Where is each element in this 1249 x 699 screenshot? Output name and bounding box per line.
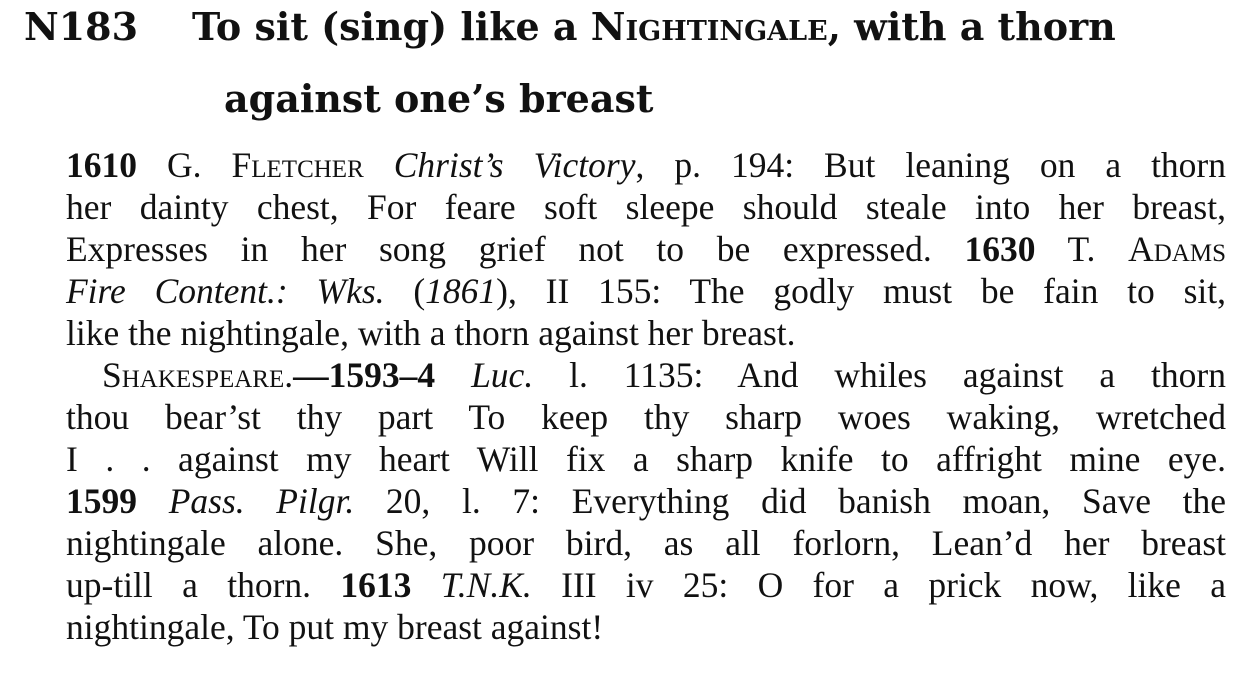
entry-title-part2: , with a thorn — [827, 4, 1116, 49]
work-title: Christ’s Victory — [393, 145, 636, 185]
citation-line — [66, 270, 1226, 312]
citation-text: like the nightingale, with a thorn against her breast. — [66, 313, 796, 353]
citation-line — [66, 480, 1226, 522]
entry-heading — [24, 2, 1234, 52]
author-initial: T. — [1035, 229, 1129, 269]
citation-text: Expresses in her song grief not to be expressed. — [66, 229, 965, 269]
work-title: Fire Content.: Wks. — [66, 271, 385, 311]
work-title: Pass. Pilgr. — [168, 481, 355, 521]
citation-year: 1610 — [66, 145, 137, 185]
citation-text: nightingale, To put my breast against! — [66, 607, 604, 647]
entry-title-keyword: Nightingale — [590, 4, 828, 49]
citation-line — [66, 396, 1226, 438]
citation-text: her dainty chest, For feare soft sleepe should steale into her breast, — [66, 187, 1226, 227]
citation-line — [66, 228, 1226, 270]
citation-text: l. 1135: And whiles against a thorn — [533, 355, 1226, 395]
citation-line — [66, 438, 1226, 480]
entry-title-part1: To sit (sing) like a — [192, 4, 591, 49]
citation-text: ( — [384, 271, 426, 311]
edition-year: 1861 — [425, 271, 497, 311]
citation-line — [66, 186, 1226, 228]
author-name: Adams — [1128, 229, 1226, 269]
entry-number: N183 — [24, 4, 139, 49]
citation-text: III iv 25: O for a prick now, like a — [531, 565, 1227, 605]
citation-line — [66, 144, 1226, 186]
citation-line — [66, 354, 1226, 396]
entry-heading-line2: against one’s breast — [224, 76, 654, 121]
citation-line — [66, 564, 1226, 606]
work-title: T.N.K. — [440, 565, 532, 605]
citation-text: , p. 194: But leaning on a thorn — [635, 145, 1227, 185]
citation-text: nightingale alone. She, poor bird, as all forlorn, Lean’d her breast — [66, 523, 1226, 563]
work-title: Luc. — [471, 355, 534, 395]
author-initial: G. — [167, 145, 232, 185]
citation-line — [66, 606, 1226, 648]
citation-line — [66, 522, 1226, 564]
citation-year: 1613 — [340, 565, 412, 605]
citation-text: up-till a thorn. — [66, 565, 341, 605]
entry-body — [66, 144, 1226, 648]
citation-text: 20, l. 7: Everything did banish moan, Save the — [354, 481, 1227, 521]
citation-year: 1599 — [66, 481, 137, 521]
citation-text: ), II 155: The godly must be fain to sit, — [496, 271, 1226, 311]
citation-line — [66, 312, 1226, 354]
author-name: Fletcher — [231, 145, 364, 185]
author-name: Shakespeare. — [102, 355, 294, 395]
citation-year: —1593–4 — [293, 355, 436, 395]
citation-text: I . . against my heart Will fix a sharp knife to affright mine eye. — [66, 439, 1226, 479]
citation-year: 1630 — [964, 229, 1036, 269]
citation-text: thou bear’st thy part To keep thy sharp woes waking, wretched — [66, 397, 1226, 437]
